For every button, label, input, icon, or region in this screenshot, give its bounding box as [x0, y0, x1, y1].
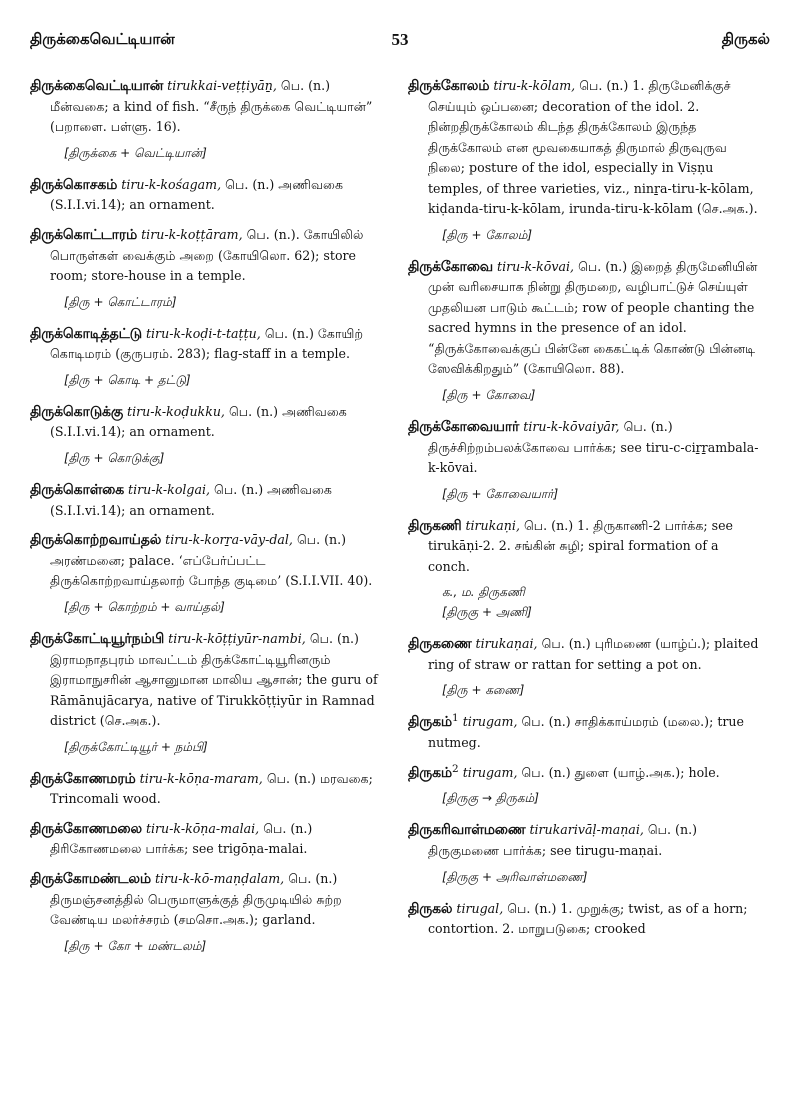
entry-etymology: [திருகு → திருகம்]	[442, 791, 539, 806]
dictionary-entry	[30, 398, 382, 443]
dictionary-entry	[30, 171, 382, 216]
entry-etymology: [திரு + கோலம்]	[442, 227, 533, 242]
entry-transliteration: tiru-k-korṟa-vāy-dal,	[165, 532, 293, 548]
dictionary-entry	[30, 865, 382, 931]
entry-definition: பெ. (n.) திருமஞ்சனத்தில் பெருமாளுக்குத் திருமுடியில் சுற்ற வேண்டிய மலர்ச்சரம் (சமசொ.அக.); garland.	[50, 871, 342, 928]
entry-definition: பெ. (n.) திரிகோணமலை பார்க்க; see trigōṇa-malai.	[50, 820, 313, 857]
dictionary-entry	[408, 512, 760, 578]
entry-definition: பெ. (n.) கோயிற் கொடிமரம் (குருபரம். 283); flag-staff in a temple.	[50, 325, 364, 362]
entry-transliteration: tiru-k-kōvai,	[497, 258, 575, 274]
entry-headword: திருகம்	[408, 714, 453, 731]
entry-etymology: க., ம. திருகணி [திருகு + அணி]	[442, 585, 532, 620]
entry-definition: பெ. (n.). கோயிலில் பொருள்கள் வைக்கும் அறை (கோயிலொ. 62); store room; store-house in a temple.	[50, 227, 364, 284]
dictionary-entry	[408, 253, 760, 380]
entry-headword: திருகம்	[408, 764, 453, 781]
right-column	[408, 72, 760, 945]
entry-definition: பெ. (n.) துளை (யாழ்.அக.); hole.	[521, 764, 720, 780]
dictionary-entry	[408, 413, 760, 479]
entry-transliteration: tiru-k-koḍi-t-taṭṭu,	[145, 325, 261, 341]
entry-definition: பெ. (n.) 1. திருமேனிக்குச் செய்யும் ஒப்பனை; decoration of the idol. 2. நின்றதிருக்கோலம் கிடந்த திருக்கோலம் இருந்த திருக்கோலம் என மூவகையாகத் திருமால் திருவுருவ நிலை; posture of the idol, especially in Viṣṇu temples, of three varieties, viz., ninṟa-tiru-k-kōlam, kiḍanda-tiru-k-kōlam, irunda-tiru-k-kōlam (செ.அக.).	[428, 78, 758, 217]
entry-transliteration: tiru-k-kolgai,	[128, 482, 211, 498]
dictionary-entry	[30, 72, 382, 138]
entry-headword: திருக்கோமண்டலம்	[30, 871, 151, 888]
entry-headword: திருக்கோவையார்	[408, 419, 520, 436]
entry-definition: பெ. (n.) மீன்வகை; a kind of fish. “சீருந் திருக்கை வெட்டியான்” (பறாளை. பள்ளு. 16).	[50, 78, 373, 135]
entry-headword: திருக்கோவை	[408, 258, 494, 275]
entry-etymology: [திரு + கோவையார்]	[442, 486, 559, 501]
entry-etymology: [திரு + கணை]	[442, 683, 525, 698]
entry-definition: பெ. (n.) சாதிக்காய்மரம் (மலை.); true nutmeg.	[428, 714, 744, 751]
entry-transliteration: tiru-k-kōlam,	[493, 78, 576, 94]
entry-headword: திருக்கொசகம்	[30, 176, 118, 193]
entry-transliteration: tirukaṇi,	[465, 517, 520, 533]
entry-etymology: [திருக்கோட்டியூர் + நம்பி]	[64, 739, 208, 754]
entry-definition: பெ. (n.) மரவகை; Trincomali wood.	[50, 770, 373, 807]
entry-definition: பெ. (n.) இராமநாதபுரம் மாவட்டம் திருக்கோட்டியூரினரும் இராமாநுசரின் ஆசானுமான மாலிய ஆசான்; the guru of Rāmānujācarya, native of Tirukkōṭṭiyūr in Ramnad district (செ.அக.).	[50, 631, 378, 728]
entry-definition: பெ. (n.) அணிவகை (S.I.I.vi.14); an ornament.	[50, 482, 332, 518]
entry-headword: திருக்கோணமரம்	[30, 770, 136, 787]
entry-headword: திருக்கொடுக்கு	[30, 403, 124, 420]
entry-transliteration: tiru-k-koḍukku,	[127, 403, 225, 419]
running-head	[28, 30, 772, 56]
dictionary-entry	[408, 72, 760, 220]
entry-transliteration: tirukarivāḷ-maṇai,	[529, 822, 644, 838]
entry-transliteration: tirukkai-veṭṭiyāṉ,	[167, 78, 277, 94]
entry-definition: பெ. (n.) 1. முறுக்கு; twist, as of a horn; contortion. 2. மாறுபடுகை; crooked	[428, 900, 748, 937]
entry-headword: திருகரிவாள்மணை	[408, 822, 526, 839]
dictionary-entry	[30, 765, 382, 810]
dictionary-entry	[408, 816, 760, 861]
entry-definition: பெ. (n.) திருகுமணை பார்க்க; see tirugu-maṇai.	[428, 822, 697, 858]
dictionary-entry	[408, 895, 760, 940]
dictionary-entry	[408, 759, 760, 784]
entry-headword: திருகணை	[408, 636, 472, 653]
dictionary-entry	[30, 625, 382, 732]
entry-transliteration: tiru-k-kōṭṭiyūr-nambi,	[168, 631, 306, 646]
homograph-number: 1	[452, 712, 459, 725]
dictionary-entry	[30, 476, 382, 521]
entry-headword: திருக்கொள்கை	[30, 482, 125, 499]
entry-definition: பெ. (n.) அணிவகை (S.I.I.vi.14); an ornament.	[50, 176, 344, 213]
entry-headword: திருகல்	[408, 900, 453, 917]
entry-definition: பெ. (n.) திருச்சிற்றம்பலக்கோவை பார்க்க; see tiru-c-ciṟṟambala-k-kōvai.	[428, 419, 759, 476]
entry-transliteration: tiru-k-kośagam,	[121, 176, 222, 192]
entry-transliteration: tirugam,	[462, 764, 518, 780]
left-column	[30, 72, 382, 964]
entry-etymology: [திரு + கொடுக்கு]	[64, 450, 165, 465]
running-head-left: திருக்கைவெட்டியான்	[30, 30, 175, 48]
dictionary-entry	[30, 526, 382, 592]
entry-transliteration: tiru-k-kōvaiyār,	[523, 419, 620, 435]
entry-definition: பெ. (n.) புரிமணை (யாழ்ப்.); plaited ring of straw or rattan for setting a pot on.	[428, 636, 759, 672]
running-head-right: திருகல்	[721, 30, 770, 48]
homograph-number: 2	[452, 762, 459, 775]
entry-headword: திருக்கைவெட்டியான்	[30, 78, 164, 95]
dictionary-entry	[408, 708, 760, 753]
entry-headword: திருக்கொடித்தட்டு	[30, 325, 142, 342]
entry-etymology: [திரு + கொற்றம் + வாய்தல்]	[64, 599, 225, 614]
entry-transliteration: tiru-k-koṭṭāram,	[141, 227, 243, 243]
entry-transliteration: tirukaṇai,	[475, 636, 538, 652]
entry-etymology: [திருகு + அரிவாள்மணை]	[442, 869, 588, 884]
entry-transliteration: tiru-k-kō-maṇḍalam,	[154, 871, 285, 887]
entry-etymology: [திரு + கொட்டாரம்]	[64, 294, 177, 309]
entry-headword: திருக்கோட்டியூர்நம்பி	[30, 631, 165, 647]
entry-definition: பெ. (n.) அணிவகை (S.I.I.vi.14); an ornament.	[50, 403, 347, 440]
entry-definition: பெ. (n.) அரண்மனை; palace. ‘எப்பேர்ப்பட்ட திருக்கொற்றவாய்தலாற் போந்த குடிமை’ (S.I.I.VII. 40).	[50, 532, 373, 589]
dictionary-entry	[30, 221, 382, 287]
entry-headword: திருகணி	[408, 517, 462, 534]
entry-transliteration: tiru-k-kōṇa-maram,	[139, 770, 263, 786]
entry-headword: திருக்கொற்றவாய்தல்	[30, 532, 162, 549]
dictionary-entry	[30, 320, 382, 365]
entry-etymology: [திரு + கொடி + தட்டு]	[64, 372, 191, 387]
entry-etymology: [திருக்கை + வெட்டியான்]	[64, 145, 207, 160]
entry-headword: திருக்கொட்டாரம்	[30, 227, 138, 244]
entry-headword: திருக்கோலம்	[408, 78, 490, 95]
entry-transliteration: tiru-k-kōṇa-malai,	[145, 820, 260, 836]
entry-etymology: [திரு + கோவை]	[442, 387, 536, 402]
dictionary-entry	[408, 630, 760, 675]
entry-definition: பெ. (n.) 1. திருகாணி-2 பார்க்க; see tirukāṇi-2. 2. சங்கின் சுழி; spiral formation of a conch.	[428, 517, 734, 574]
entry-transliteration: tirugal,	[456, 900, 504, 916]
entry-definition: பெ. (n.) இறைத் திருமேனியின் முன் வரிசையாக நின்று திருமறை, வழிபாட்டுச் செய்யுள் முதலியன பாடும் கூட்டம்; row of people chanting the sacred hymns in the presence of an idol. “திருக்கோவைக்குப் பின்னே கைகட்டிக் கொண்டு பின்னடி ஸேவிக்கிறதும்” (கோயிலொ. 88).	[428, 258, 758, 377]
entry-etymology: [திரு + கோ + மண்டலம்]	[64, 938, 207, 953]
page-number: 53	[391, 30, 409, 49]
dictionary-entry	[30, 815, 382, 860]
entry-transliteration: tirugam,	[462, 714, 518, 730]
entry-headword: திருக்கோணமலை	[30, 820, 142, 837]
